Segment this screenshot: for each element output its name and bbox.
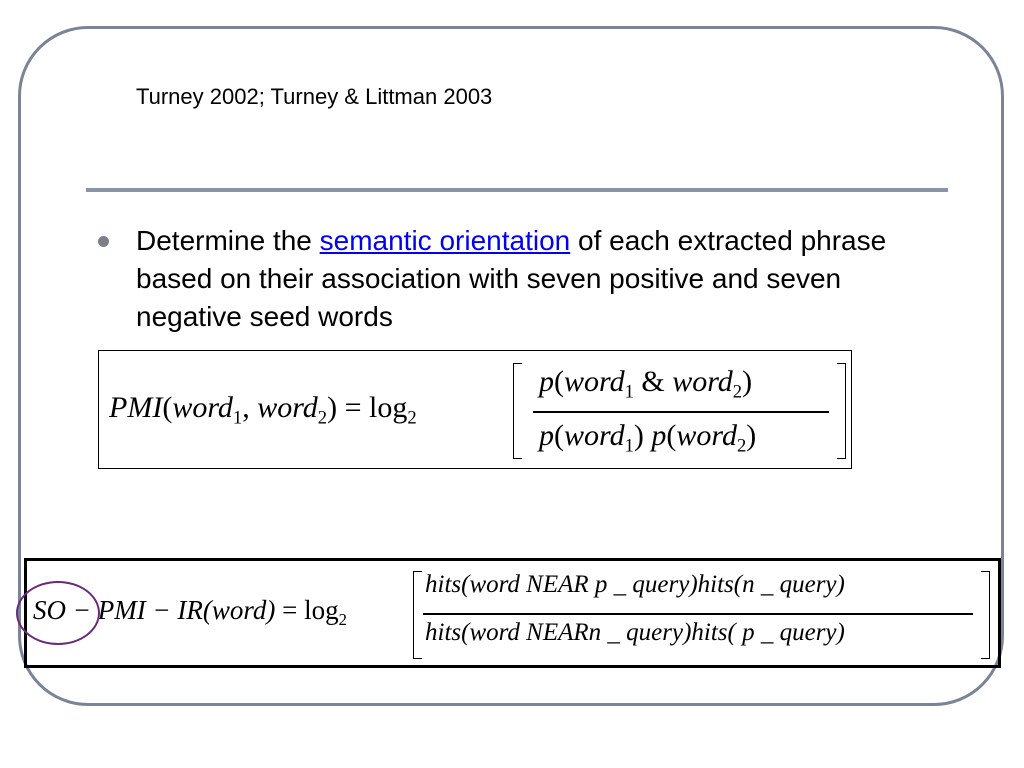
- pmi-formula-box: [98, 350, 852, 469]
- so-equals: =: [282, 595, 298, 625]
- pmi-right-bracket: [837, 363, 846, 459]
- pmi-word-1: word: [172, 391, 233, 424]
- pmi-num-sub-1: 1: [624, 381, 634, 403]
- pmi-log: log: [368, 391, 408, 424]
- so-log: log: [304, 595, 339, 625]
- so-pmi-ir-formula-box: [24, 558, 1001, 668]
- so-log-base: 2: [338, 609, 348, 629]
- pmi-den-p1: p: [539, 419, 554, 452]
- bullet-icon: [98, 236, 109, 247]
- pmi-num-sub-2: 2: [732, 381, 743, 403]
- pmi-comma: ,: [242, 391, 250, 424]
- pmi-left-bracket: [513, 363, 522, 459]
- pmi-close-paren: ): [327, 391, 338, 424]
- pmi-lhs: [109, 391, 417, 430]
- so-numerator: hits(word NEAR p _ query)hits(n _ query): [425, 571, 845, 598]
- pmi-denominator: p(word$_1$) p(word$_2$): [539, 419, 757, 457]
- pmi-name: PMI: [109, 391, 163, 424]
- so-lhs-name: SO − PMI − IR: [33, 595, 203, 625]
- slide-subtitle: Turney 2002; Turney & Littman 2003: [136, 84, 493, 109]
- pmi-fraction-bar: [533, 411, 829, 413]
- pmi-num-word-1: word: [564, 365, 625, 398]
- so-fraction-bar: [423, 613, 973, 615]
- pmi-den-p2: p: [651, 419, 667, 452]
- pmi-sub-2: 2: [317, 407, 328, 429]
- pmi-ampersand: &: [641, 365, 665, 398]
- so-right-bracket: [981, 571, 990, 659]
- pmi-den-word-1: word: [564, 419, 625, 452]
- pmi-num-word-2: word: [672, 365, 733, 398]
- pmi-numerator: p(word$_1$ & word$_2$): [539, 365, 753, 403]
- pmi-den-word-2: word: [676, 419, 737, 452]
- title-divider: [86, 188, 948, 192]
- so-left-bracket: [413, 571, 422, 659]
- bullet-text-pre: Determine the: [136, 225, 320, 256]
- pmi-num-p: p: [539, 365, 554, 398]
- semantic-orientation-link[interactable]: semantic orientation: [319, 225, 571, 256]
- bullet-text: [136, 222, 936, 336]
- pmi-word-2: word: [257, 391, 318, 424]
- so-highlight-circle: [16, 581, 100, 645]
- so-lhs-arg: (word): [202, 595, 276, 625]
- pmi-equals: =: [344, 391, 362, 424]
- pmi-sub-1: 1: [232, 407, 243, 429]
- so-denominator: hits(word NEARn _ query)hits( p _ query): [425, 619, 845, 646]
- pmi-den-sub-2: 2: [736, 435, 747, 457]
- bullet-text-post: of each extracted phrase based on their association with seven positive and seven negative seed words: [136, 225, 887, 332]
- pmi-den-sub-1: 1: [624, 435, 634, 457]
- pmi-open-paren: (: [162, 391, 173, 424]
- pmi-log-base: 2: [407, 407, 417, 429]
